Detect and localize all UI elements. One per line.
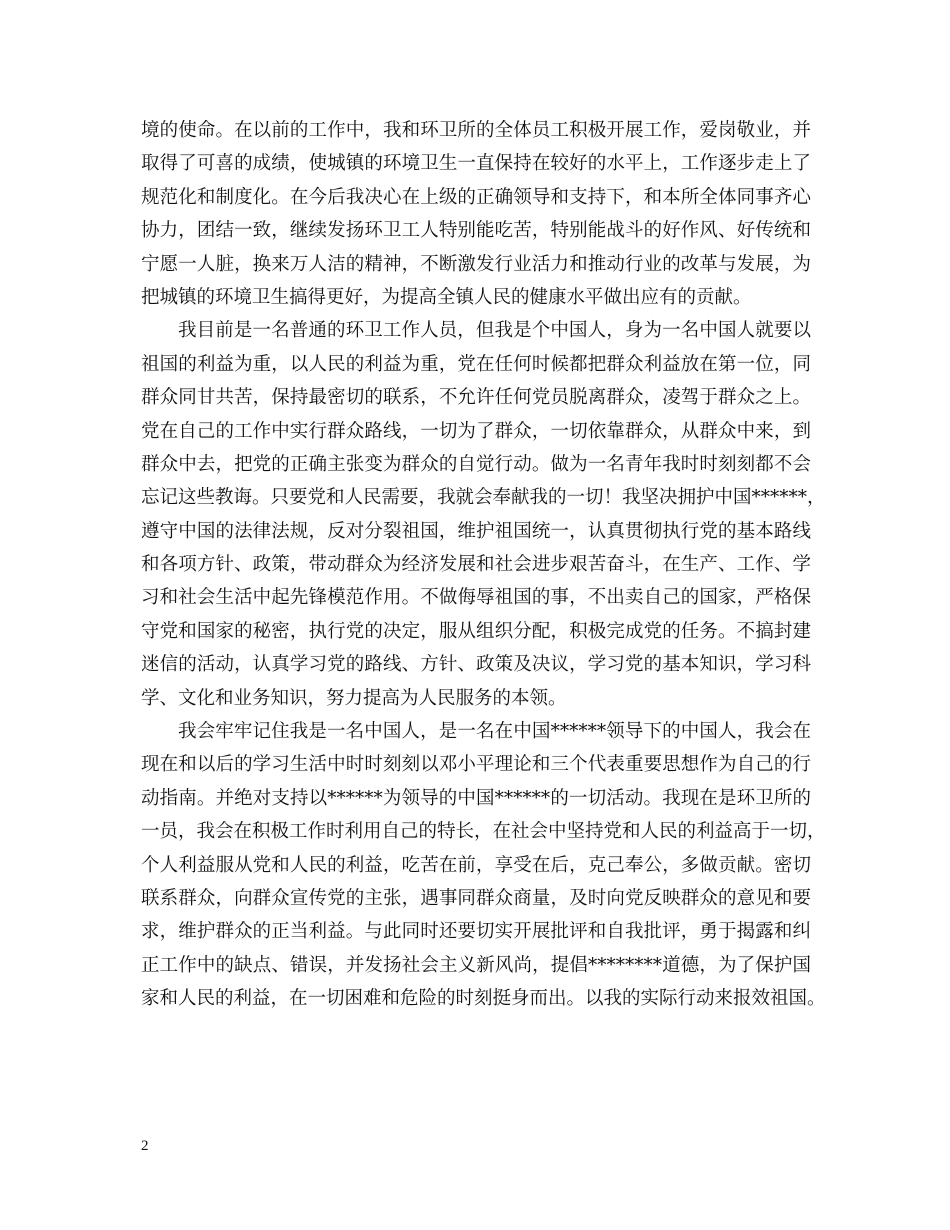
text-line: 习和社会生活中起先锋模范作用。不做侮辱祖国的事，不出卖自己的国家，严格保 bbox=[141, 587, 811, 609]
page-number: 2 bbox=[141, 1138, 149, 1154]
text-line: 家和人民的利益，在一切困难和危险的时刻挺身而出。以我的实际行动来报效祖国。 bbox=[141, 988, 826, 1010]
text-line: 协力，团结一致，继续发扬环卫工人特别能吃苦，特别能战斗的好作风、好传统和 bbox=[141, 220, 811, 242]
text-line: 现在和以后的学习生活中时时刻刻以邓小平理论和三个代表重要思想作为自己的行 bbox=[141, 754, 811, 776]
text-line: 迷信的活动，认真学习党的路线、方针、政策及决议，学习党的基本知识，学习科 bbox=[141, 654, 811, 676]
document-body bbox=[141, 114, 826, 1016]
text-line: 祖国的利益为重，以人民的利益为重，党在任何时候都把群众利益放在第一位，同 bbox=[141, 353, 811, 375]
text-line: 守党和国家的秘密，执行党的决定，服从组织分配，积极完成党的任务。不搞封建 bbox=[141, 620, 811, 642]
text-line: 群众中去，把党的正确主张变为群众的自觉行动。做为一名青年我时时刻刻都不会 bbox=[141, 453, 811, 475]
text-line: 遵守中国的法律法规，反对分裂祖国，维护祖国统一，认真贯彻执行党的基本路线 bbox=[141, 520, 811, 542]
text-line: 正工作中的缺点、错误，并发扬社会主义新风尚，提倡********道德，为了保护国 bbox=[141, 954, 811, 976]
text-line: 求，维护群众的正当利益。与此同时还要切实开展批评和自我批评，勇于揭露和纠 bbox=[141, 921, 811, 943]
text-line: 学、文化和业务知识，努力提高为人民服务的本领。 bbox=[141, 687, 567, 709]
text-line: 我目前是一名普通的环卫工作人员，但我是个中国人，身为一名中国人就要以 bbox=[178, 320, 811, 342]
text-line: 党在自己的工作中实行群众路线，一切为了群众，一切依靠群众，从群众中来，到 bbox=[141, 420, 811, 442]
text-line: 个人利益服从党和人民的利益，吃苦在前，享受在后，克己奉公，多做贡献。密切 bbox=[141, 854, 811, 876]
text-line: 动指南。并绝对支持以******为领导的中国******的一切活动。我现在是环卫所的 bbox=[141, 787, 811, 809]
text-line: 宁愿一人脏，换来万人洁的精神，不断激发行业活力和推动行业的改革与发展，为 bbox=[141, 253, 811, 275]
text-line: 我会牢牢记住我是一名中国人，是一名在中国******领导下的中国人，我会在 bbox=[178, 721, 811, 743]
text-line: 和各项方针、政策，带动群众为经济发展和社会进步艰苦奋斗，在生产、工作、学 bbox=[141, 554, 811, 576]
text-line: 取得了可喜的成绩，使城镇的环境卫生一直保持在较好的水平上，工作逐步走上了 bbox=[141, 153, 811, 175]
text-line: 忘记这些教诲。只要党和人民需要，我就会奉献我的一切！我坚决拥护中国******， bbox=[141, 487, 826, 509]
text-line: 一员，我会在积极工作时利用自己的特长，在社会中坚持党和人民的利益高于一切， bbox=[141, 821, 826, 843]
text-line: 规范化和制度化。在今后我决心在上级的正确领导和支持下，和本所全体同事齐心 bbox=[141, 186, 811, 208]
text-line: 境的使命。在以前的工作中，我和环卫所的全体员工积极开展工作，爱岗敬业，并 bbox=[141, 120, 811, 141]
text-line: 把城镇的环境卫生搞得更好，为提高全镇人民的健康水平做出应有的贡献。 bbox=[141, 286, 752, 308]
text-line: 群众同甘共苦，保持最密切的联系，不允许任何党员脱离群众，凌驾于群众之上。 bbox=[141, 387, 811, 409]
text-line: 联系群众，向群众宣传党的主张，遇事同群众商量，及时向党反映群众的意见和要 bbox=[141, 887, 811, 909]
